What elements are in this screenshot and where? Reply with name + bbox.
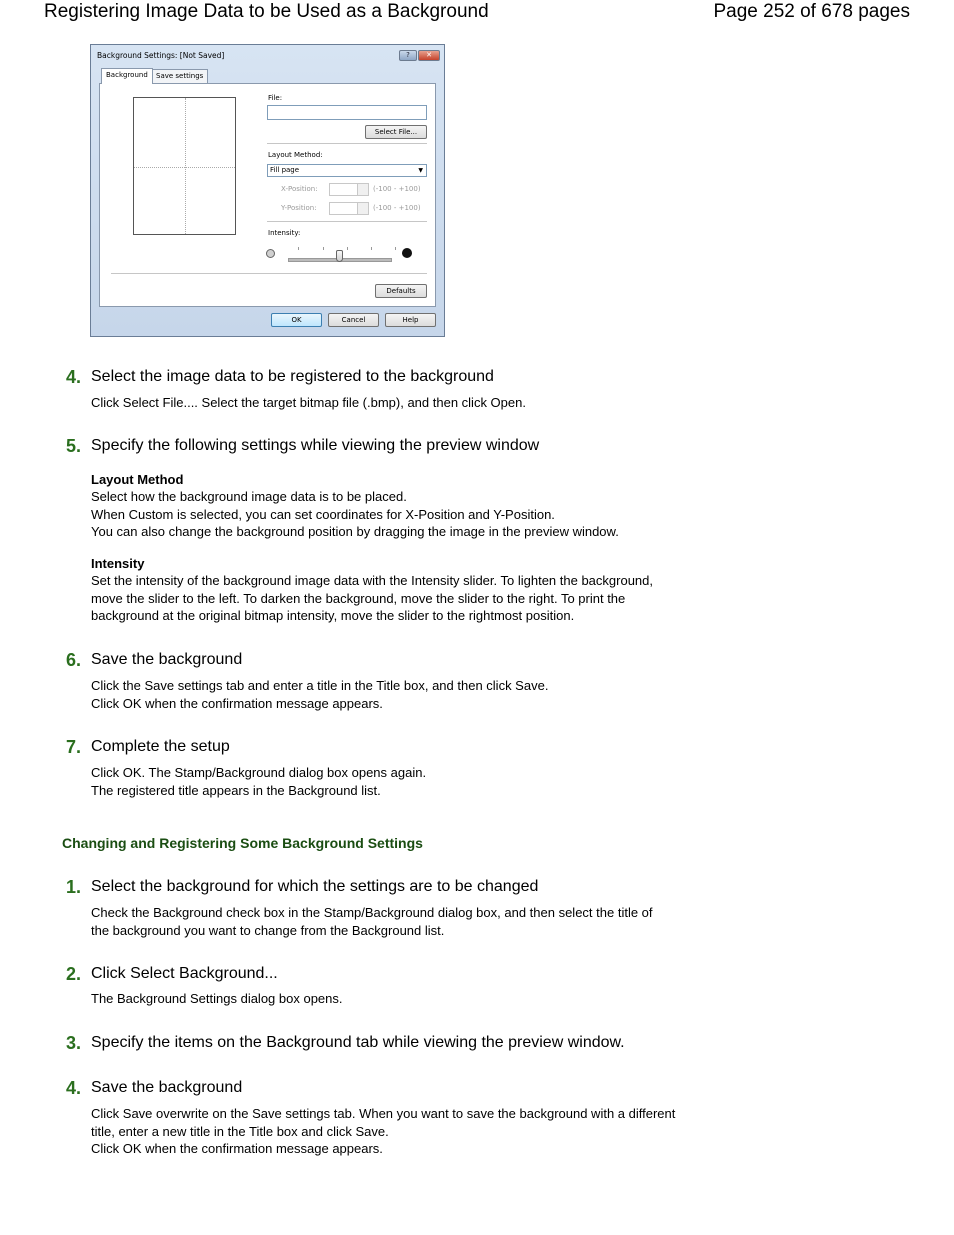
layout-method-value: Fill page — [270, 166, 300, 174]
light-intensity-icon — [266, 249, 275, 258]
step-title: Select the image data to be registered to the background — [91, 368, 494, 385]
slider-tick — [395, 247, 396, 250]
text-line: move the slider to the left. To darken the background, move the slider to the right. To print the — [91, 590, 626, 606]
text-line: When Custom is selected, you can set coordinates for X-Position and Y-Position. — [91, 506, 555, 522]
step-title: Select the background for which the settings are to be changed — [91, 878, 539, 895]
layout-method-select[interactable] — [267, 164, 427, 177]
help-icon[interactable]: ? — [399, 50, 417, 61]
dark-intensity-icon — [402, 248, 412, 258]
text-line: Click Select File.... Select the target bitmap file (.bmp), and then click Open. — [91, 395, 526, 410]
text-line: the background you want to change from the Background list. — [91, 922, 445, 938]
divider — [267, 143, 427, 144]
text-line: background at the original bitmap intensity, move the slider to the rightmost position. — [91, 608, 575, 623]
step-description — [91, 990, 731, 1008]
file-label: File: — [268, 94, 283, 102]
step-number: 6. — [66, 650, 82, 670]
cancel-button[interactable]: Cancel — [328, 313, 379, 327]
text-line: Check the Background check box in the Stamp/Background dialog box, and then select the title of — [91, 905, 653, 920]
defaults-button[interactable]: Defaults — [375, 284, 427, 298]
text-line: title, enter a new title in the Title box and click Save. — [91, 1123, 389, 1139]
step-number: 5. — [66, 436, 82, 456]
layout-method-description — [91, 488, 731, 541]
step-title: Complete the setup — [91, 738, 230, 755]
step-number: 1. — [66, 877, 82, 897]
chevron-down-icon: ▼ — [418, 167, 423, 174]
slider-tick — [371, 247, 372, 250]
text-line: Click OK when the confirmation message appears. — [91, 695, 383, 711]
step-number: 3. — [66, 1033, 82, 1053]
x-position-stepper[interactable] — [329, 183, 369, 196]
slider-tick — [347, 247, 348, 250]
preview-window[interactable] — [133, 97, 236, 235]
step-number: 2. — [66, 964, 82, 984]
layout-method-heading: Layout Method — [91, 472, 184, 487]
y-position-label: Y-Position: — [281, 204, 317, 212]
step-number: 4. — [66, 367, 82, 387]
step-title: Specify the following settings while viewing the preview window — [91, 437, 540, 454]
step-title: Save the background — [91, 1079, 243, 1096]
text-line: You can also change the background position by dragging the image in the preview window. — [91, 524, 619, 539]
text-line: Click OK when the confirmation message appears. — [91, 1141, 383, 1156]
preview-center-vertical — [185, 98, 186, 234]
intensity-label: Intensity: — [268, 229, 301, 237]
step-title: Save the background — [91, 651, 243, 668]
divider — [111, 273, 427, 274]
layout-method-label: Layout Method: — [268, 151, 323, 159]
step-description — [91, 1105, 731, 1158]
text-line: Click the Save settings tab and enter a title in the Title box, and then click Save. — [91, 678, 549, 693]
y-position-stepper[interactable] — [329, 202, 369, 215]
intensity-slider-thumb[interactable] — [336, 250, 343, 262]
slider-tick — [298, 247, 299, 250]
text-line: Click OK. The Stamp/Background dialog box opens again. — [91, 765, 427, 780]
intensity-description — [91, 572, 731, 625]
step-title: Click Select Background... — [91, 965, 278, 982]
background-settings-dialog — [90, 44, 445, 337]
text-line: Click Save overwrite on the Save settings tab. When you want to save the background with a different — [91, 1106, 676, 1121]
text-line: Set the intensity of the background image data with the Intensity slider. To lighten the background, — [91, 573, 654, 588]
slider-tick — [323, 247, 324, 250]
divider — [267, 221, 427, 222]
preview-center-horizontal — [134, 167, 235, 168]
step-number: 4. — [66, 1078, 82, 1098]
page-header-title: Registering Image Data to be Used as a Background — [44, 1, 489, 22]
step-description — [91, 394, 731, 412]
step-description — [91, 904, 731, 939]
intensity-heading: Intensity — [91, 556, 145, 571]
x-position-label: X-Position: — [281, 185, 318, 193]
page-number: Page 252 of 678 pages — [713, 1, 910, 22]
step-number: 7. — [66, 737, 82, 757]
text-line: The Background Settings dialog box opens. — [91, 991, 343, 1006]
help-button[interactable]: Help — [385, 313, 436, 327]
tab-background[interactable]: Background — [101, 68, 153, 84]
spin-arrows-icon — [357, 184, 368, 195]
section-heading: Changing and Registering Some Background Settings — [62, 835, 423, 851]
x-position-range: (-100 - +100) — [373, 185, 421, 193]
text-line: The registered title appears in the Background list. — [91, 782, 381, 798]
ok-button[interactable]: OK — [271, 313, 322, 327]
step-description — [91, 677, 731, 712]
select-file-button[interactable]: Select File... — [365, 125, 427, 139]
text-line: Select how the background image data is to be placed. — [91, 489, 407, 504]
file-input[interactable] — [267, 105, 427, 120]
background-tab-panel — [99, 83, 436, 307]
spin-arrows-icon — [357, 203, 368, 214]
dialog-title: Background Settings: [Not Saved] — [97, 51, 225, 60]
close-icon[interactable]: ✕ — [418, 50, 440, 61]
step-title: Specify the items on the Background tab while viewing the preview window. — [91, 1034, 625, 1051]
y-position-range: (-100 - +100) — [373, 204, 421, 212]
tab-save-settings[interactable]: Save settings — [151, 69, 208, 83]
step-description — [91, 764, 731, 799]
